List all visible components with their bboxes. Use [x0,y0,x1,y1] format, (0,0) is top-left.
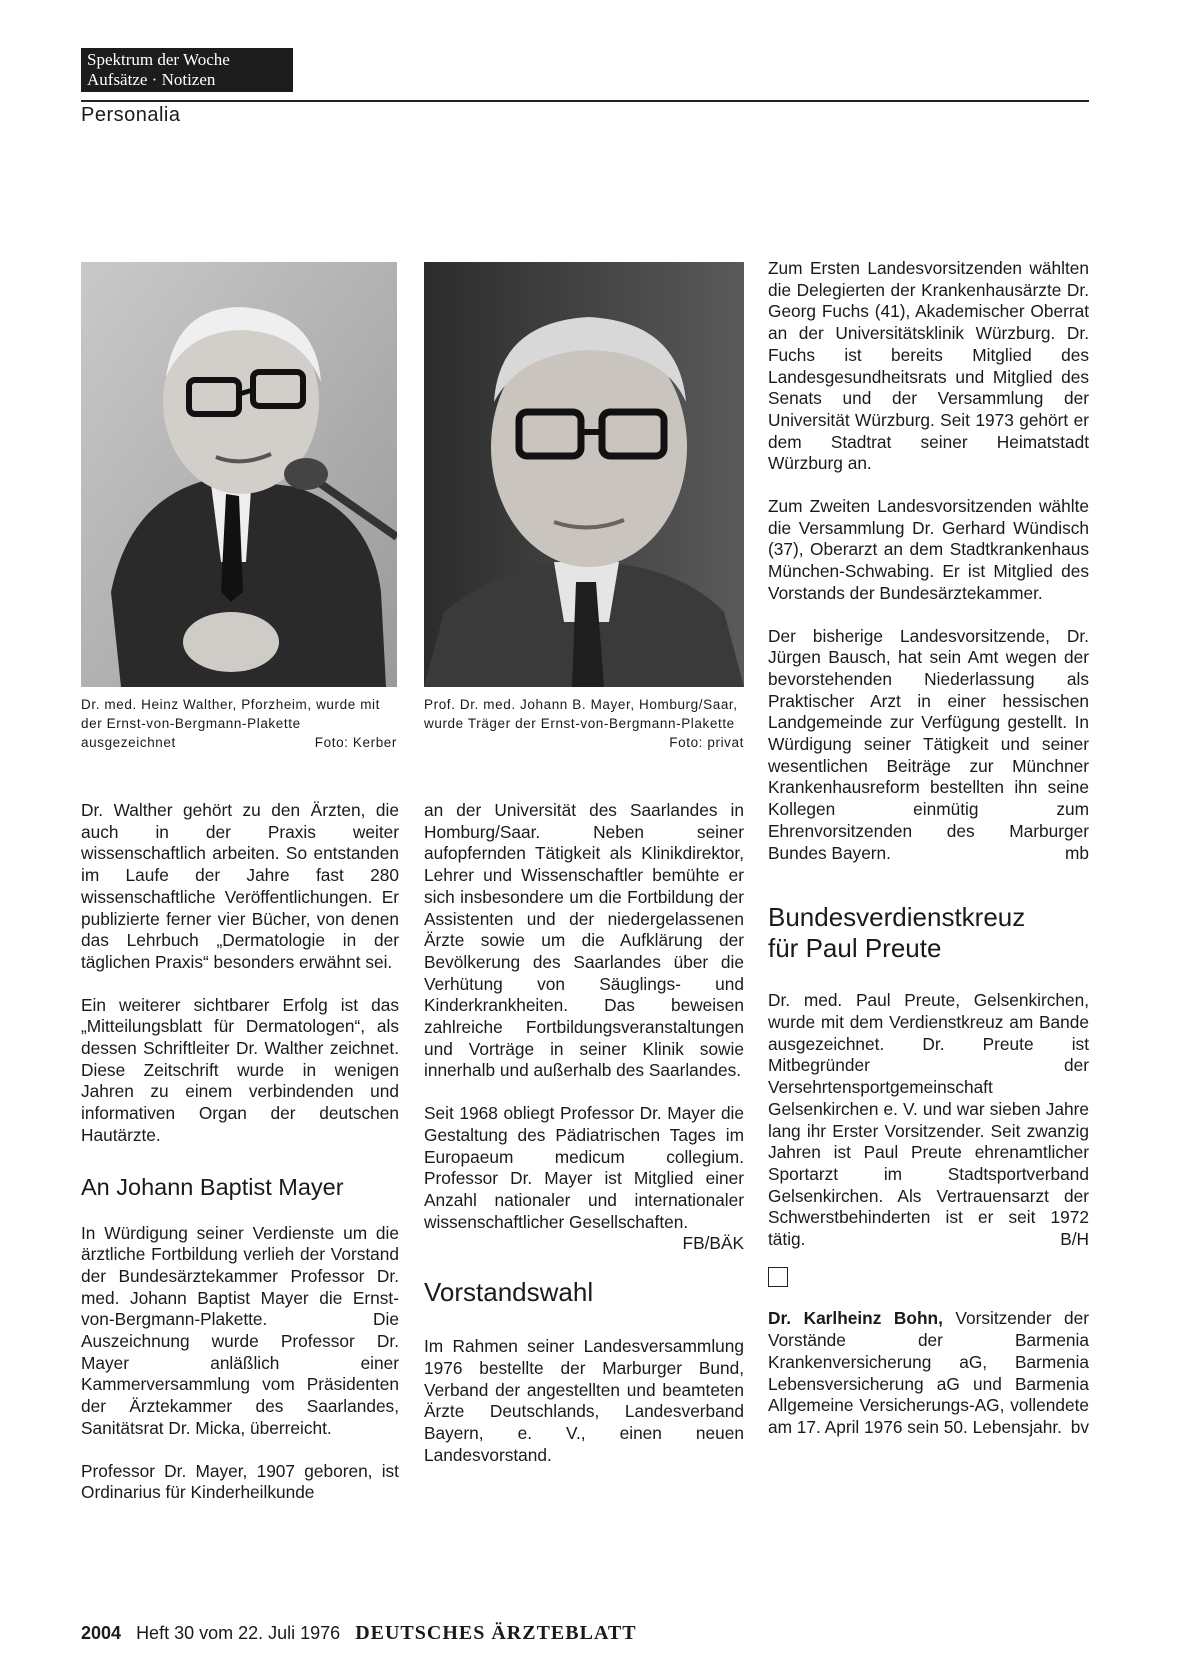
mayer-paragraph-1: In Würdigung seiner Verdienste um die ärztliche Fortbildung verlieh der Vorstand der Bundesärztekammer Professor Dr. med. Johann Baptist Mayer die Ernst-von-Bergmann-Plakette. Die Auszeichnung wurde Professor Dr. Mayer anläßlich einer Kammerversammlung vom Präsidenten der Ärztekammer des Saarlandes, Sanitätsrat Dr. Micka, überreicht. [81,1222,399,1438]
caption-mayer [424,695,744,752]
heading-bundesverdienstkreuz [768,902,1089,964]
caption-walther-text: Dr. med. Heinz Walther, Pforzheim, wurde mit der Ernst-von-Bergmann-Plakette ausgezeichnet [81,697,380,750]
vorstandswahl-paragraph-2: Zum Ersten Landesvorsitzenden wählten die Delegierten der Krankenhausärzte Dr. Georg Fuchs (41), Akademischer Oberrat an der Universitätsklinik Würzburg. Dr. Fuchs ist bereits Mitglied des Landesgesundheitsrats und Mitglied des Senats und der Versammlung der Universität Würzburg. Seit 1973 gehört er dem Stadtrat seiner Heimatstadt Würzburg an. [768,258,1089,474]
bohn-paragraph [768,1308,1089,1438]
page-footer [81,1622,637,1645]
header-rule [81,100,1089,102]
mayer-paragraph-3: an der Universität des Saarlandes in Homburg/Saar. Neben seiner aufopfernden Tätigkeit als Klinikdirektor, Lehrer und Wissenschaftler bemühte er sich insbesondere um die Fortbildung der Assistenten und der niedergelassenen Ärzte sowie um die Aufklärung der Bevölkerung des Saarlandes über die Verhütung von Säuglings- und Kinderkrankheiten. Das beweisen zahlreiche Fortbildungsveranstaltungen und Vorträge in seiner Klinik sowie innerhalb und außerhalb des Saarlandes. [424,800,744,1081]
mayer-paragraph-4-text: Seit 1968 obliegt Professor Dr. Mayer die Gestaltung des Pädiatrischen Tages im Europaeum medicum collegium. Professor Dr. Mayer ist Mitglied einer Anzahl nationaler und internationaler wissenschaftlicher Gesellschaften. [424,1103,744,1232]
mayer-signature: FB/BÄK [682,1233,744,1254]
heading-vorstandswahl: Vorstandswahl [424,1277,594,1308]
preute-signature: B/H [1060,1229,1089,1250]
bohn-name: Dr. Karlheinz Bohn, [768,1308,943,1329]
caption-walther-credit: Foto: Kerber [314,735,397,750]
mayer-paragraph-4 [424,1103,744,1254]
magazine-name: DEUTSCHES ÄRZTEBLATT [355,1622,637,1644]
preute-paragraph [768,990,1089,1250]
preute-paragraph-text: Dr. med. Paul Preute, Gelsenkirchen, wurde mit dem Verdienstkreuz am Bande ausgezeichnet. Dr. Preute ist Mitbegründer der Versehrtensportgemeinschaft Gelsenkirchen e. V. und war sieben Jahre lang ihr Erster Vorsitzender. Seit zwanzig Jahren ist Paul Preute ehrenamtlicher Sportarzt im Stadtsportverband Gelsenkirchen. Als Vertrauensarzt der Schwerstbehinderten ist er seit 1972 tätig. [768,990,1089,1250]
separator-square [768,1267,1089,1293]
section-title: Personalia [81,104,181,126]
column-3 [768,258,1089,1439]
walther-paragraph-1: Dr. Walther gehört zu den Ärzten, die auch in der Praxis weiter wissenschaftlich arbeiten. So entstanden im Laufe der Jahre fast 280 wissenschaftliche Veröffentlichungen. Er publizierte ferner vier Bücher, von denen das Lehrbuch „Dermatologie in der täglichen Praxis“ besonders erwähnt sei. [81,800,399,972]
vorstandswahl-paragraph-4-text: Der bisherige Landesvorsitzende, Dr. Jürgen Bausch, hat sein Amt wegen der bevorstehenden Niederlassung als Praktischer Arzt in einer hessischen Landgemeinde zur Verfügung gestellt. In Würdigung seiner Tätigkeit und seiner wesentlichen Beiträge zur Münchner Krankenhausreform bestellten ihn seine Kollegen einmütig zum Ehrenvorsitzenden des Marburger Bundes Bayern. [768,625,1089,863]
bohn-paragraph-text: Vorsitzender der Vorstände der Barmenia Krankenversicherung aG, Barmenia Lebensversicherung aG und Barmenia Allgemeine Versicherungs-AG, vollendete am 17. April 1976 sein 50. Lebensjahr. [768,1308,1089,1437]
rubric-line-1: Spektrum der Woche [87,50,230,69]
portrait-photo-mayer [424,262,744,687]
vorstandswahl-paragraph-3: Zum Zweiten Landesvorsitzenden wählte die Versammlung Dr. Gerhard Wündisch (37), Oberarzt an dem Stadtkrankenhaus München-Schwabing. Er ist Mitglied des Vorstands der Bundesärztekammer. [768,496,1089,603]
bohn-signature: bv [1070,1416,1089,1437]
caption-walther [81,695,397,752]
vorstandswahl-signature: mb [1064,842,1089,863]
rubric-line-2: Aufsätze · Notizen [87,70,216,89]
square-icon [768,1267,788,1287]
caption-mayer-text: Prof. Dr. med. Johann B. Mayer, Homburg/Saar, wurde Träger der Ernst-von-Bergmann-Plakette [424,697,738,731]
heading-bundesverdienstkreuz-line-2: für Paul Preute [768,933,942,964]
walther-paragraph-2: Ein weiterer sichtbarer Erfolg ist das „Mitteilungsblatt für Dermatologen“, als dessen Schriftleiter Dr. Walther zeichnet. Diese Zeitschrift wurde in wenigen Jahren zu einem verbindenden und informativen Organ der deutschen Hautärzte. [81,994,399,1145]
column-2 [424,800,744,1467]
page-number: 2004 [81,1623,122,1643]
mayer-paragraph-2: Professor Dr. Mayer, 1907 geboren, ist Ordinarius für Kinderheilkunde [81,1460,399,1503]
caption-mayer-credit: Foto: privat [669,735,744,750]
vorstandswahl-paragraph-4 [768,626,1089,865]
vorstandswahl-paragraph-1: Im Rahmen seiner Landesversammlung 1976 bestellte der Marburger Bund, Verband der angestellten und beamteten Ärzte Deutschlands, Landesverband Bayern, e. V., einen neuen Landesvorstand. [424,1336,744,1465]
rubric-box [81,48,293,92]
issue-info: Heft 30 vom 22. Juli 1976 [136,1623,341,1643]
heading-mayer: An Johann Baptist Mayer [81,1173,344,1200]
column-1 [81,800,399,1504]
heading-bundesverdienstkreuz-line-1: Bundesverdienstkreuz [768,902,1026,933]
portrait-photo-walther [81,262,397,687]
